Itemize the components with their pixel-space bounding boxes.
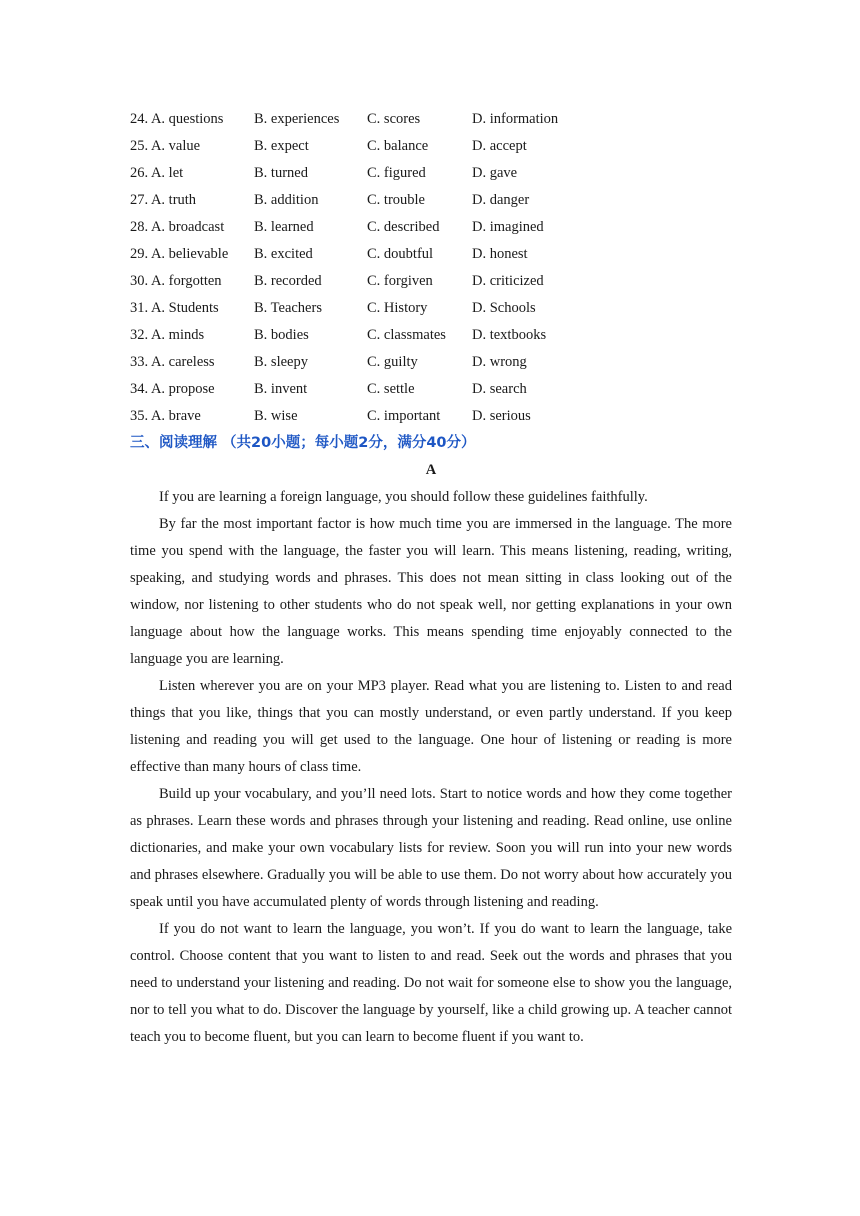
question-row (130, 160, 732, 187)
passage-paragraph: Listen wherever you are on your MP3 player. Read what you are listening to. Listen to and read things that you like, things that you can mostly understand, or even partly understand. If you keep listening and reading you will get used to the language. One hour of listening or reading is more effective than many hours of class time. (130, 678, 732, 775)
option-c: C. History (367, 300, 428, 316)
passage-paragraph: By far the most important factor is how much time you are immersed in the language. The more time you spend with the language, the faster you will learn. This means listening, reading, writing, speaking, and studying words and phrases. This does not mean sitting in class looking out of the window, nor listening to other students who do not speak well, nor getting explanations in your own language about how the language works. This means spending time enjoyably connected to the language you are learning. (130, 516, 732, 667)
answer-options-list (130, 106, 732, 430)
option-b: B. recorded (254, 273, 322, 289)
option-d: D. criticized (472, 273, 544, 289)
option-b: B. learned (254, 219, 314, 235)
option-a: 25. A. value (130, 138, 201, 154)
option-d: D. information (472, 111, 559, 127)
option-b: B. experiences (254, 111, 340, 127)
option-d: D. danger (472, 192, 530, 208)
option-a: 30. A. forgotten (130, 273, 222, 289)
option-a: 29. A. believable (130, 246, 229, 262)
option-d: D. honest (472, 246, 528, 262)
option-a: 33. A. careless (130, 354, 215, 370)
option-c: C. settle (367, 381, 415, 397)
option-d: D. search (472, 381, 527, 397)
question-row (130, 106, 732, 133)
option-c: C. scores (367, 111, 421, 127)
option-b: B. Teachers (254, 300, 322, 316)
option-d: D. Schools (472, 300, 536, 316)
passage-label: A (425, 462, 437, 478)
option-a: 27. A. truth (130, 192, 197, 208)
option-c: C. important (367, 408, 441, 424)
option-d: D. serious (472, 408, 531, 424)
option-d: D. wrong (472, 354, 527, 370)
option-b: B. sleepy (254, 354, 308, 370)
option-a: 32. A. minds (130, 327, 205, 343)
option-a: 28. A. broadcast (130, 219, 225, 235)
question-row (130, 241, 732, 268)
option-b: B. expect (254, 138, 309, 154)
option-d: D. imagined (472, 219, 544, 235)
question-row (130, 187, 732, 214)
option-c: C. trouble (367, 192, 425, 208)
option-b: B. excited (254, 246, 313, 262)
passage-paragraph: Build up your vocabulary, and you’ll need lots. Start to notice words and how they come together as phrases. Learn these words and phrases through your listening and reading. Read online, use online dictionaries, and make your own vocabulary lists for review. Soon you will run into your new words and phrases elsewhere. Gradually you will be able to use them. Do not worry about how accurately you speak until you have accumulated plenty of words through listening and reading. (130, 786, 732, 910)
option-d: D. accept (472, 138, 527, 154)
option-b: B. turned (254, 165, 308, 181)
section-heading: 三、阅读理解 （共20小题；每小题2分，满分40分） (130, 435, 476, 451)
option-c: C. forgiven (367, 273, 433, 289)
option-c: C. classmates (367, 327, 446, 343)
question-row (130, 133, 732, 160)
question-row (130, 214, 732, 241)
option-d: D. textbooks (472, 327, 547, 343)
option-c: C. balance (367, 138, 429, 154)
option-b: B. bodies (254, 327, 309, 343)
question-row (130, 403, 732, 430)
option-c: C. described (367, 219, 440, 235)
option-b: B. invent (254, 381, 308, 397)
option-a: 24. A. questions (130, 111, 224, 127)
passage-paragraph: If you are learning a foreign language, you should follow these guidelines faithfully. (159, 489, 648, 505)
option-c: C. figured (367, 165, 426, 181)
question-row (130, 322, 732, 349)
question-row (130, 295, 732, 322)
question-row (130, 376, 732, 403)
option-b: B. addition (254, 192, 319, 208)
option-a: 35. A. brave (130, 408, 201, 424)
question-row (130, 268, 732, 295)
option-d: D. gave (472, 165, 518, 181)
option-b: B. wise (254, 408, 298, 424)
option-a: 26. A. let (130, 165, 184, 181)
option-c: C. doubtful (367, 246, 434, 262)
option-a: 31. A. Students (130, 300, 219, 316)
document-page (130, 106, 732, 1051)
question-row (130, 349, 732, 376)
option-a: 34. A. propose (130, 381, 215, 397)
passage-paragraph: If you do not want to learn the language, you won’t. If you do want to learn the language, take control. Choose content that you want to listen to and read. Seek out the words and phrases that you need to understand your listening and reading. Do not wait for someone else to show you the language, nor to tell you what to do. Discover the language by yourself, like a child growing up. A teacher cannot teach you to become fluent, but you can learn to become fluent if you want to. (130, 921, 732, 1045)
option-c: C. guilty (367, 354, 418, 370)
